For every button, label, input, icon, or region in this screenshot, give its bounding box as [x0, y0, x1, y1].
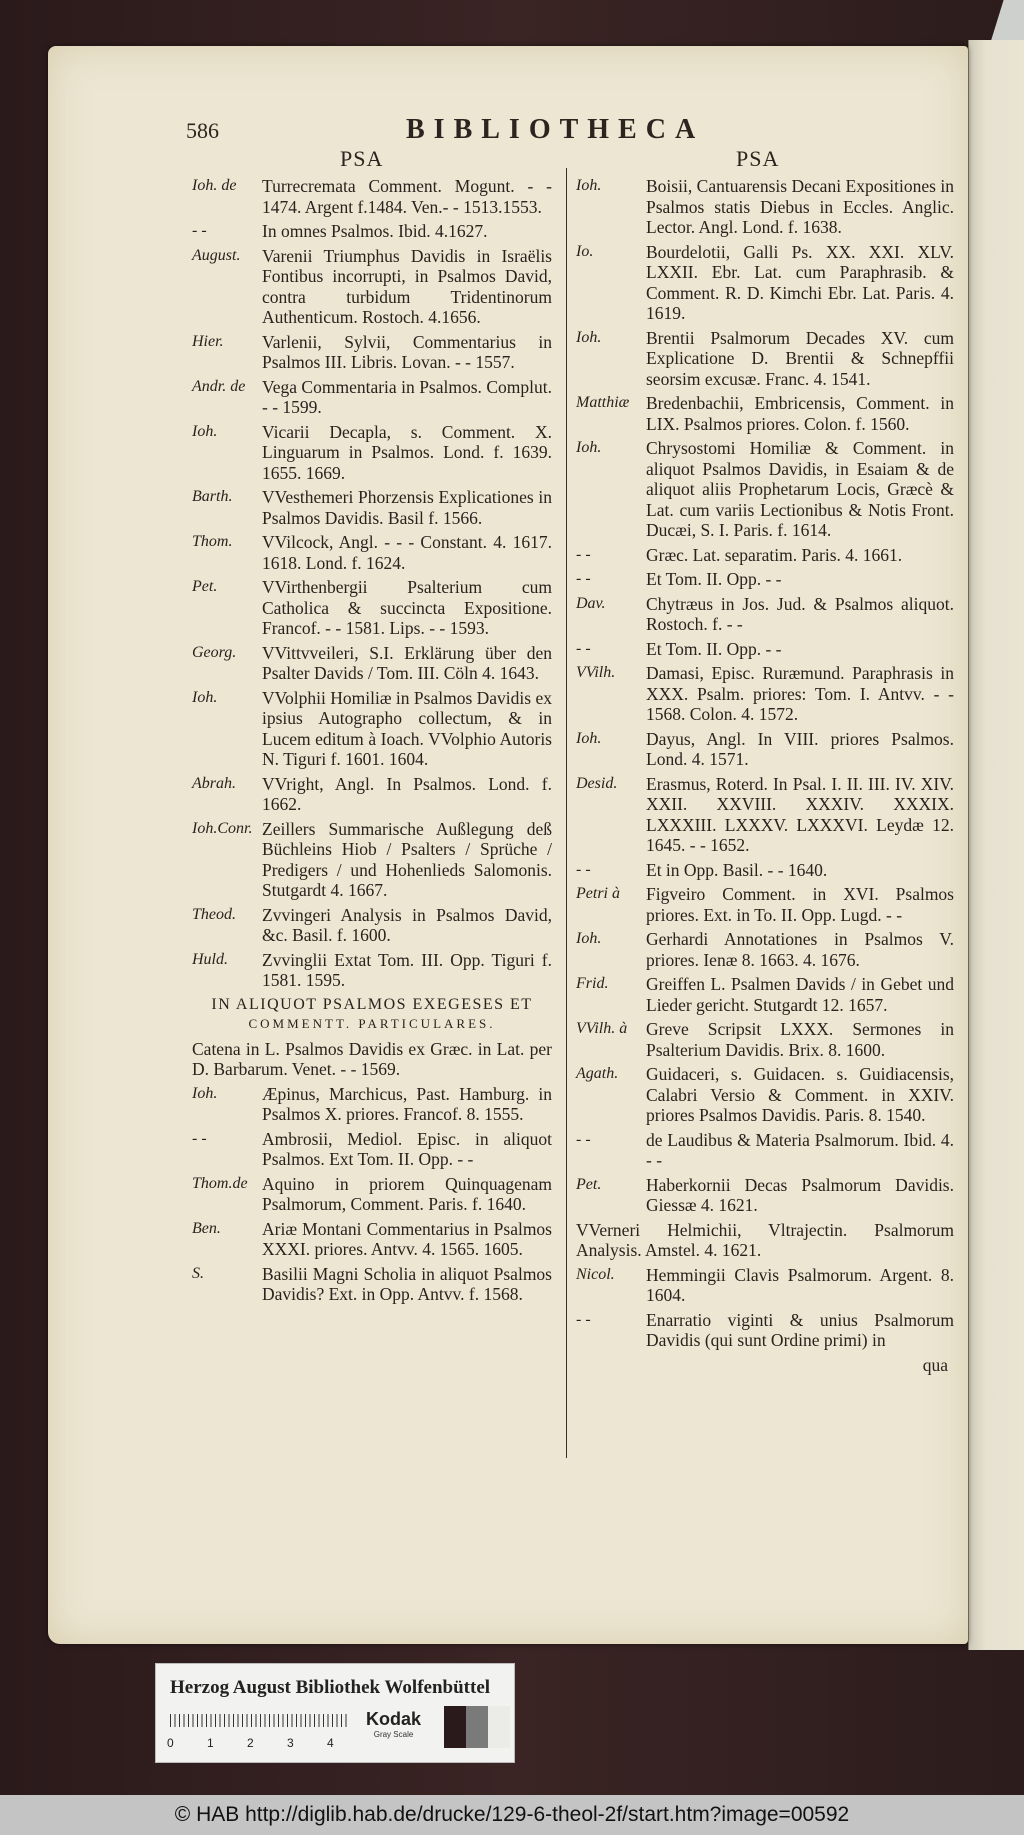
bibliography-entry [576, 1064, 954, 1126]
entry-author-prefix: Theod. [192, 905, 236, 923]
entry-author-prefix: Ioh. [576, 328, 602, 346]
right-column-heading: PSA [736, 146, 780, 171]
entry-text: Damasi, Episc. Ruræmund. Paraphrasis in XXX. Psalm. priores: Tom. I. Antvv. - - 1568. Colon. 4. 1572. [646, 663, 954, 724]
entry-text: VVright, Angl. In Psalmos. Lond. f. 1662. [262, 773, 552, 814]
bibliography-entry [576, 242, 954, 324]
left-column [192, 176, 552, 1309]
entry-text: Basilii Magni Scholia in aliquot Psalmos Davidis? Ext. in Opp. Antvv. f. 1568. [262, 1263, 552, 1304]
entry-text: Figveiro Comment. in XVI. Psalmos priores. Ext. in To. II. Opp. Lugd. - - [646, 884, 954, 925]
bibliography-entry [576, 884, 954, 925]
ruler-number: 1 [207, 1736, 214, 1750]
bibliography-entry [576, 594, 954, 635]
entry-text: VVittvveileri, S.I. Erklärung über den Psalter Davids / Tom. III. Cöln 4. 1643. [262, 642, 552, 683]
entry-text: Et Tom. II. Opp. - - [646, 569, 782, 589]
gray-swatch [488, 1706, 510, 1748]
entry-author-prefix: - - [192, 1129, 207, 1147]
ruler-number: 4 [327, 1736, 334, 1750]
entry-text: Chytræus in Jos. Jud. & Psalmos aliquot. Rostoch. f. - - [646, 593, 954, 634]
entry-author-prefix: Ioh. [576, 439, 602, 456]
entry-text: Enarratio viginti & unius Psalmorum Davidis (qui sunt Ordine primi) in [646, 1309, 954, 1350]
entry-text: Varenii Triumphus Davidis in Israëlis Fontibus incorrupti, in Psalmos David, contra turbidum Tridentinorum Authenticum. Rostoch. 4.1656. [262, 245, 552, 327]
bibliography-entry [192, 1129, 552, 1170]
bibliography-entry [192, 1264, 552, 1305]
bibliography-entry [576, 545, 954, 566]
entry-text: Brentii Psalmorum Decades XV. cum Explicatione D. Brentii & Schnepffii seorsim excusæ. Franc. 4. 1541. [646, 327, 954, 389]
entry-author-prefix: Thom.de [192, 1174, 248, 1192]
gray-swatch [444, 1706, 466, 1748]
entry-text: VVirthenbergii Psalterium cum Catholica & succincta Expositione. Francof. - - 1581. Lips. - - 1593. [262, 577, 552, 638]
bibliography-entry [576, 1130, 954, 1171]
entry-text: Erasmus, Roterd. In Psal. I. II. III. IV. XIV. XXII. XXVIII. XXXIV. XXXIX. LXXXIII. LXXXV. LXXXVI. Leydæ 12. 1645. - - 1652. [646, 773, 954, 855]
entry-text: Aquino in priorem Quinquagenam Psalmorum, Comment. Paris. f. 1640. [262, 1173, 552, 1214]
entry-text: de Laudibus & Materia Psalmorum. Ibid. 4. - - [646, 1129, 954, 1170]
bibliography-entry [576, 929, 954, 970]
entry-text: Ariæ Montani Commentarius in Psalmos XXXI. priores. Antvv. 4. 1565. 1605. [262, 1218, 552, 1259]
bibliography-entry [192, 774, 552, 815]
bibliography-entry [576, 774, 954, 856]
bibliography-entry [576, 1175, 954, 1216]
entry-text: Greiffen L. Psalmen Davids / in Gebet und Lieder gericht. Stutgardt 12. 1657. [646, 974, 954, 1015]
entry-text: Hemmingii Clavis Psalmorum. Argent. 8. 1604. [646, 1264, 954, 1305]
entry-text: Vicarii Decapla, s. Comment. X. Linguarum in Psalmos. Lond. f. 1639. 1655. 1669. [262, 421, 552, 483]
entry-text: Gerhardi Annotationes in Psalmos V. priores. Ienæ 8. 1663. 4. 1676. [646, 929, 954, 970]
entry-author-prefix: Ioh. [576, 729, 602, 747]
left-column-heading: PSA [340, 146, 384, 171]
entry-author-prefix: Thom. [192, 533, 233, 550]
entry-author-prefix: Petri à [576, 885, 620, 902]
entry-text: Zeillers Summarische Außlegung deß Büchleins Hiob / Psalters / Sprüche / Predigers / und Hohenlieds Salomonis. Stutgardt 4. 1667. [262, 818, 552, 900]
bibliography-entry [192, 487, 552, 528]
library-scan-card [155, 1663, 515, 1763]
bibliography-entry [576, 1019, 954, 1060]
ruler-numbers [167, 1736, 367, 1750]
entry-text: Catena in L. Psalmos Davidis ex Græc. in Lat. per D. Barbarum. Venet. - - 1569. [192, 1038, 552, 1079]
catchword: qua [922, 1354, 948, 1375]
bibliography-entry [192, 577, 552, 639]
section-heading [192, 995, 552, 1033]
bibliography-entry [576, 176, 954, 238]
entry-author-prefix: Agath. [576, 1065, 619, 1082]
entry-text: VVolphii Homiliæ in Psalmos Davidis ex ipsius Autographo collectum, & in Lucem editum à Ioach. VVolphio Autoris N. Tiguri f. 1601. 1604. [262, 687, 552, 769]
kodak-label [366, 1709, 421, 1739]
facing-page-edge [968, 40, 1024, 1650]
entry-author-prefix: Ioh. [192, 422, 218, 440]
entry-author-prefix: Ioh. [576, 177, 602, 194]
entry-text: Guidaceri, s. Guidacen. s. Guidiacensis, Calabri Versio & Comment. in XXIV. priores Psalmos Davidis. Paris. 8. 1540. [646, 1064, 954, 1125]
entry-text: Zvvinglii Extat Tom. III. Opp. Tiguri f. 1581. 1595. [262, 949, 552, 990]
entry-author-prefix: Georg. [192, 643, 237, 661]
bibliography-entry [192, 422, 552, 484]
bibliography-entry [192, 176, 552, 217]
running-head [186, 114, 726, 148]
bibliography-entry [576, 974, 954, 1015]
entry-text: Et Tom. II. Opp. - - [646, 638, 782, 659]
bibliography-entry [576, 438, 954, 541]
entry-text: Ambrosii, Mediol. Episc. in aliquot Psalmos. Ext Tom. II. Opp. - - [262, 1128, 552, 1169]
entry-author-prefix: VVilh. [576, 664, 616, 681]
entry-text: Greve Scripsit LXXX. Sermones in Psalterium Davidis. Brix. 8. 1600. [646, 1019, 954, 1060]
entry-author-prefix: Nicol. [576, 1265, 615, 1283]
entry-author-prefix: Andr. de [192, 377, 246, 395]
page-number: 586 [186, 118, 219, 143]
section-heading-line1: IN ALIQUOT PSALMOS EXEGESES ET [211, 995, 533, 1013]
copyright-footer: © HAB http://diglib.hab.de/drucke/129-6-theol-2f/start.htm?image=00592 [0, 1795, 1024, 1835]
bibliography-entry [192, 1039, 552, 1080]
entry-author-prefix: Matthiæ [576, 394, 630, 411]
entry-author-prefix: Ioh. de [192, 177, 237, 194]
entry-author-prefix: Ben. [192, 1219, 221, 1237]
entry-text: Bredenbachii, Embricensis, Comment. in LIX. Psalmos priores. Colon. f. 1560. [646, 393, 954, 434]
bibliography-entry [192, 1219, 552, 1260]
entry-text: Bourdelotii, Galli Ps. XX. XXI. XLV. LXXII. Ebr. Lat. cum Paraphrasib. & Comment. R. D. Kimchi Ebr. Lat. Paris. 4. 1619. [646, 241, 954, 323]
entry-text: VVerneri Helmichii, Vltrajectin. Psalmorum Analysis. Amstel. 4. 1621. [576, 1219, 954, 1260]
page-title: BIBLIOTHECA [406, 114, 705, 145]
entry-author-prefix: S. [192, 1264, 204, 1282]
bibliography-entry [576, 729, 954, 770]
bibliography-entry [576, 663, 954, 725]
entry-author-prefix: August. [192, 246, 241, 264]
bibliography-entry [192, 246, 552, 328]
bibliography-entry [192, 819, 552, 901]
entry-author-prefix: - - [576, 570, 591, 587]
bibliography-entry [576, 393, 954, 434]
entry-text: Et in Opp. Basil. - - 1640. [646, 859, 828, 880]
bibliography-entry [576, 1265, 954, 1306]
entry-text: Græc. Lat. separatim. Paris. 4. 1661. [646, 544, 903, 565]
entry-author-prefix: Ioh. [576, 930, 602, 947]
bibliography-entry [192, 688, 552, 770]
gray-swatch [466, 1706, 488, 1748]
entry-text: VVesthemeri Phorzensis Explicationes in Psalmos Davidis. Basil f. 1566. [262, 487, 552, 528]
entry-author-prefix: Ioh. [192, 688, 218, 706]
entry-author-prefix: - - [192, 222, 207, 239]
entry-text: Chrysostomi Homiliæ & Comment. in aliquot Psalmos Davidis, in Esaiam & de aliquot aliis Prophetarum Locis, Græcè & Lat. cum variis Lectionibus & Notis Front. Ducæi, S. I. Paris. f. 1614. [646, 438, 954, 540]
bibliography-entry [192, 643, 552, 684]
bibliography-entry [192, 377, 552, 418]
bibliography-entry [192, 332, 552, 373]
entry-author-prefix: Abrah. [192, 774, 236, 792]
kodak-subtitle: Gray Scale [373, 1730, 414, 1739]
entry-author-prefix: - - [576, 639, 591, 657]
entry-author-prefix: Io. [576, 242, 594, 260]
bibliography-entry [192, 221, 552, 242]
kodak-brand: Kodak [366, 1709, 422, 1729]
entry-author-prefix: Pet. [576, 1175, 602, 1193]
bibliography-entry [576, 569, 954, 590]
ruler-scale [167, 1714, 350, 1750]
bibliography-entry [192, 1084, 552, 1125]
gray-scale-swatches [444, 1706, 510, 1748]
bibliography-entry [192, 950, 552, 991]
bibliography-entry [576, 1220, 954, 1261]
entry-author-prefix: Frid. [576, 975, 609, 992]
entry-author-prefix: - - [576, 860, 591, 878]
ruler-number: 2 [247, 1736, 254, 1750]
bibliography-entry [576, 1310, 954, 1351]
bibliography-entry [576, 639, 954, 660]
bibliography-entry [576, 328, 954, 390]
entry-author-prefix: Pet. [192, 578, 218, 595]
entry-text: Vega Commentaria in Psalmos. Complut. - - 1599. [262, 376, 552, 417]
entry-text: Turrecremata Comment. Mogunt. - - 1474. Argent f.1484. Ven.- - 1513.1553. [262, 176, 552, 217]
ruler-number: 0 [167, 1736, 174, 1750]
entry-author-prefix: Ioh. [192, 1084, 218, 1102]
section-heading-line2: COMMENTT. PARTICULARES. [248, 1015, 496, 1031]
entry-author-prefix: - - [576, 1130, 591, 1148]
entry-text: In omnes Psalmos. Ibid. 4.1627. [262, 221, 488, 241]
library-name: Herzog August Bibliothek Wolfenbüttel [170, 1677, 491, 1698]
entry-author-prefix: Barth. [192, 488, 233, 505]
bibliography-entry [192, 905, 552, 946]
entry-author-prefix: - - [576, 1310, 591, 1328]
entry-author-prefix: - - [576, 545, 591, 563]
entry-text: Varlenii, Sylvii, Commentarius in Psalmos III. Libris. Lovan. - - 1557. [262, 331, 552, 372]
entry-author-prefix: Dav. [576, 594, 606, 612]
entry-text: Boisii, Cantuarensis Decani Expositiones in Psalmos statis Diebus in Eccles. Anglic. Lector. Angl. Lond. f. 1638. [646, 176, 954, 237]
entry-author-prefix: Desid. [576, 774, 618, 792]
entry-text: Æpinus, Marchicus, Past. Hamburg. in Psalmos X. priores. Francof. 8. 1555. [262, 1083, 552, 1124]
ruler-number: 3 [287, 1736, 294, 1750]
entry-text: Dayus, Angl. In VIII. priores Psalmos. Lond. 4. 1571. [646, 728, 954, 769]
right-column [566, 176, 954, 1375]
entry-author-prefix: Huld. [192, 950, 228, 968]
bibliography-entry [576, 860, 954, 881]
bibliography-entry [192, 532, 552, 573]
bibliography-entry [192, 1174, 552, 1215]
entry-text: Haberkornii Decas Psalmorum Davidis. Giessæ 4. 1621. [646, 1174, 954, 1215]
entry-author-prefix: Ioh.Conr. [192, 819, 253, 837]
entry-text: VVilcock, Angl. - - - Constant. 4. 1617. 1618. Lond. f. 1624. [262, 532, 552, 573]
entry-text: Zvvingeri Analysis in Psalmos David, &c. Basil. f. 1600. [262, 904, 552, 945]
ruler-ticks [170, 1714, 350, 1736]
entry-author-prefix: VVilh. à [576, 1020, 628, 1037]
entry-author-prefix: Hier. [192, 332, 224, 350]
